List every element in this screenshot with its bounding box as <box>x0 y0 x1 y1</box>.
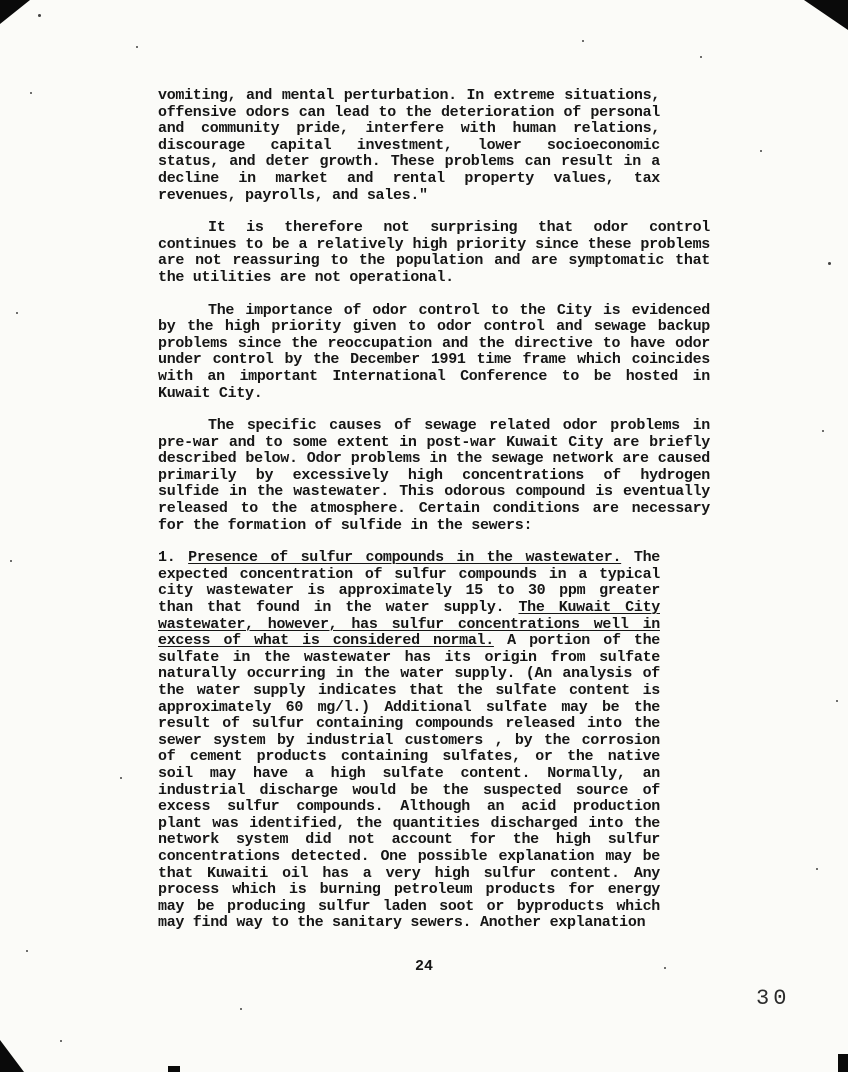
scan-speck <box>38 14 41 17</box>
scan-speck <box>30 92 32 94</box>
text-segment: 1. <box>158 549 189 567</box>
scan-speck <box>816 868 818 870</box>
scan-speck <box>760 150 762 152</box>
scan-speck <box>664 967 666 969</box>
scan-artifact-bottom-edge <box>168 1066 180 1072</box>
scan-speck <box>828 262 831 265</box>
list-item-1-sulfur-compounds <box>158 550 660 932</box>
page-number: 24 <box>414 958 433 975</box>
scan-speck <box>16 312 18 314</box>
quote-continuation-block: vomiting, and mental perturbation. In extreme situations, offensive odors can lead to the deterioration of personal and community pride, interfere with human relations, discourage capital investment, lower socioeconomic status, and deter growth. These problems can result in a decline in market and rental property values, tax revenues, payrolls, and sales." <box>158 87 660 204</box>
scan-speck <box>10 560 12 562</box>
text-segment: The expected concentration of sulfur compounds in a typical city wastewater is approximately 15 to 30 ppm greater than that found in the water supply. <box>158 549 660 617</box>
document-body <box>158 88 710 948</box>
scan-speck <box>26 950 28 952</box>
underlined-phrase: Presence of sulfur compounds in the wastewater. <box>188 549 622 567</box>
scan-speck <box>700 56 702 58</box>
scan-artifact-top-right <box>804 0 848 30</box>
paragraph-importance-of-odor-control: The importance of odor control to the City is evidenced by the high priority given to odor control and sewage backup problems since the reoccupation and the directive to have odor under control by the December 1991 time frame which coincides with an important International Conference to be hosted in Kuwait City. <box>158 301 710 402</box>
scan-artifact-top-left <box>0 0 30 24</box>
scan-speck <box>60 1040 62 1042</box>
scan-speck <box>120 777 122 779</box>
paragraph-odor-control-priority: It is therefore not surprising that odor control continues to be a relatively high priority since these problems are not reassuring to the population and are symptomatic that the utilities are not operational. <box>158 219 710 286</box>
scan-artifact-bottom-right <box>838 1054 848 1072</box>
scan-speck <box>836 700 838 702</box>
stamp-number: 30 <box>756 986 791 1011</box>
scan-speck <box>136 46 138 48</box>
scan-speck <box>582 40 584 42</box>
paragraph-specific-causes: The specific causes of sewage related odor problems in pre-war and to some extent in post-war Kuwait City are briefly described below. Odor problems in the sewage network are caused primarily by excessively high concentrations of hydrogen sulfide in the wastewater. This odorous compound is eventually released to the atmosphere. Certain conditions are necessary for the formation of sulfide in the sewers: <box>158 417 710 534</box>
scan-speck <box>240 1008 242 1010</box>
scan-speck <box>822 430 824 432</box>
scan-artifact-bottom-left <box>0 1040 24 1072</box>
underlined-phrase: The Kuwait City wastewater, however, has sulfur concentrations well in excess of what is considered normal. <box>158 599 660 650</box>
text-segment: A portion of the sulfate in the wastewater has its origin from sulfate naturally occurring in the water supply. (An analysis of the water supply indicates that the sulfate content is approximately 60 mg/l.) Additional sulfate may be the result of sulfur containing compounds released into the sewer system by industrial customers , by the corrosion of cement products containing sulfates, or the native soil may have a high sulfate content. Normally, an industrial discharge would be the suspected source of excess sulfur compounds. Although an acid production plant was identified, the quantities discharged into the network system did not account for the high sulfur concentrations detected. One possible explanation may be that Kuwaiti oil has a very high sulfur content. Any process which is burning petroleum products for energy may be producing sulfur laden soot or byproducts which may find way to the sanitary sewers. Another explanation <box>158 632 660 932</box>
